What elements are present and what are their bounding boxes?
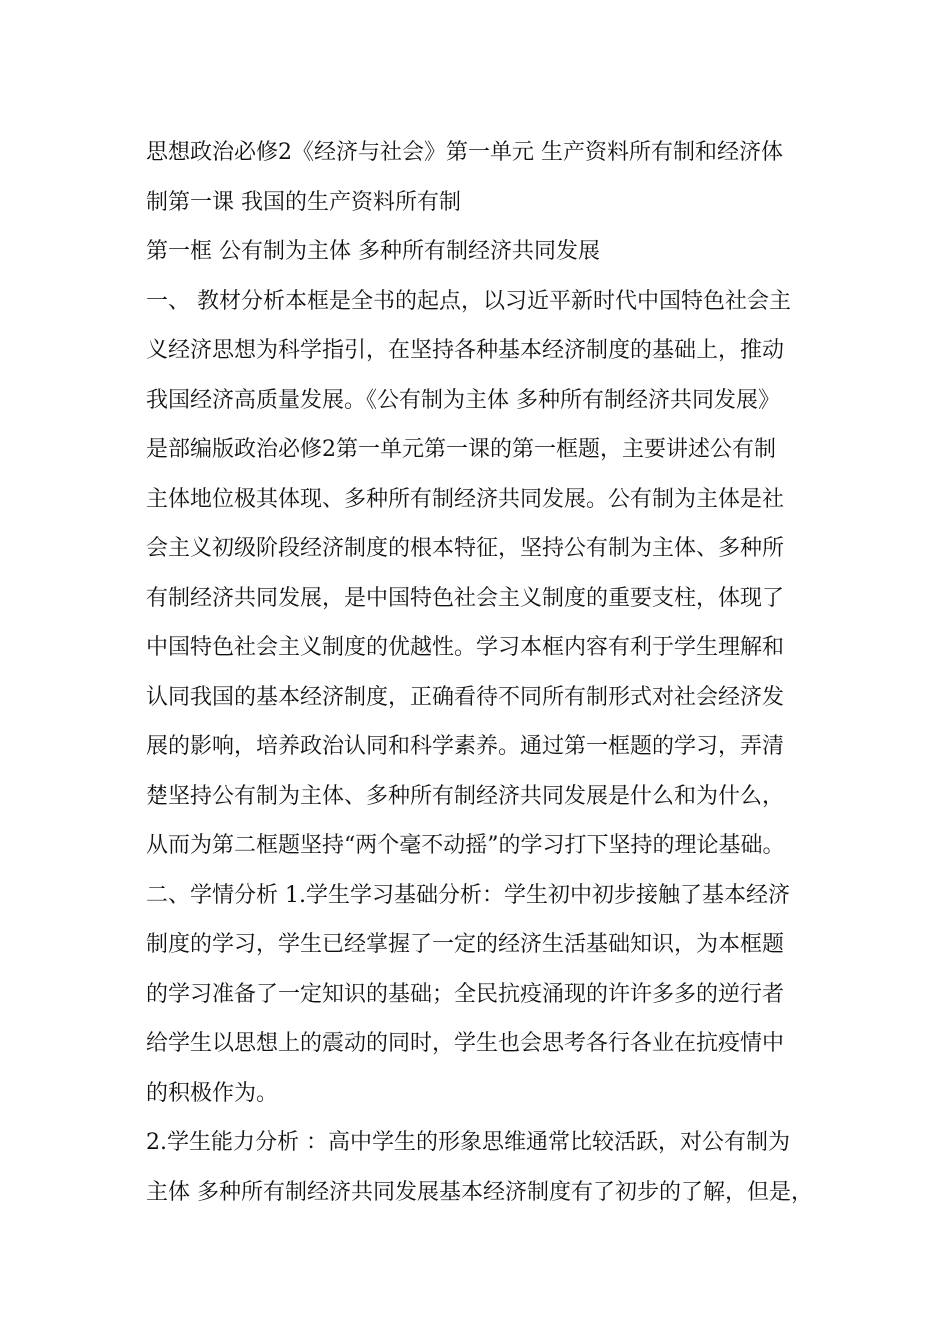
paragraph-line: 的积极作为。 [146, 1080, 279, 1106]
section-heading: 第一框 公有制为主体 多种所有制经济共同发展 [146, 239, 600, 264]
paragraph-line: 中国特色社会主义制度的优越性。学习本框内容有利于学生理解和 [146, 635, 785, 660]
paragraph-line: 的学习准备了一定知识的基础；全民抗疫涌现的许许多多的逆行者 [146, 981, 785, 1007]
paragraph-line: 主体 多种所有制经济共同发展基本经济制度有了初步的了解，但是， [146, 1179, 813, 1205]
paragraph-line: 从而为第二框题坚持“两个毫不动摇”的学习打下坚持的理论基础。 [146, 833, 785, 858]
paragraph-line: 主体地位极其体现、多种所有制经济共同发展。公有制为主体是社 [146, 486, 785, 512]
paragraph-line: 一、 教材分析本框是全书的起点，以习近平新时代中国特色社会主 [146, 288, 791, 314]
paragraph-line: 楚坚持公有制为主体、多种所有制经济共同发展是什么和为什么， [146, 783, 785, 809]
paragraph-line: 制度的学习，学生已经掌握了一定的经济生活基础知识，为本框题 [146, 932, 785, 957]
paragraph-line: 是部编版政治必修2第一单元第一课的第一框题，主要讲述公有制 [146, 437, 776, 462]
paragraph-line: 我国经济高质量发展。《公有制为主体 多种所有制经济共同发展》 [146, 387, 780, 413]
paragraph-line: 给学生以思想上的震动的同时，学生也会思考各行各业在抗疫情中 [146, 1031, 785, 1056]
paragraph-line: 展的影响，培养政治认同和科学素养。通过第一框题的学习，弄清 [146, 734, 785, 759]
paragraph-line: 有制经济共同发展，是中国特色社会主义制度的重要支柱，体现了 [146, 585, 785, 611]
paragraph-line: 2.学生能力分析 ：高中学生的形象思维通常比较活跃，对公有制为 [146, 1130, 790, 1155]
paragraph-line: 二、学情分析 1.学生学习基础分析：学生初中初步接触了基本经济 [146, 882, 790, 908]
paragraph-line: 认同我国的基本经济制度，正确看待不同所有制形式对社会经济发 [146, 684, 785, 710]
paragraph-line: 会主义初级阶段经济制度的根本特征，坚持公有制为主体、多种所 [146, 536, 785, 561]
title-line-2: 制第一课 我国的生产资料所有制 [146, 189, 461, 215]
title-line-1: 思想政治必修2《经济与社会》第一单元 生产资料所有制和经济体 [146, 140, 783, 165]
document-page [146, 128, 826, 1217]
paragraph-line: 义经济思想为科学指引，在坚持各种基本经济制度的基础上，推动 [146, 338, 785, 363]
